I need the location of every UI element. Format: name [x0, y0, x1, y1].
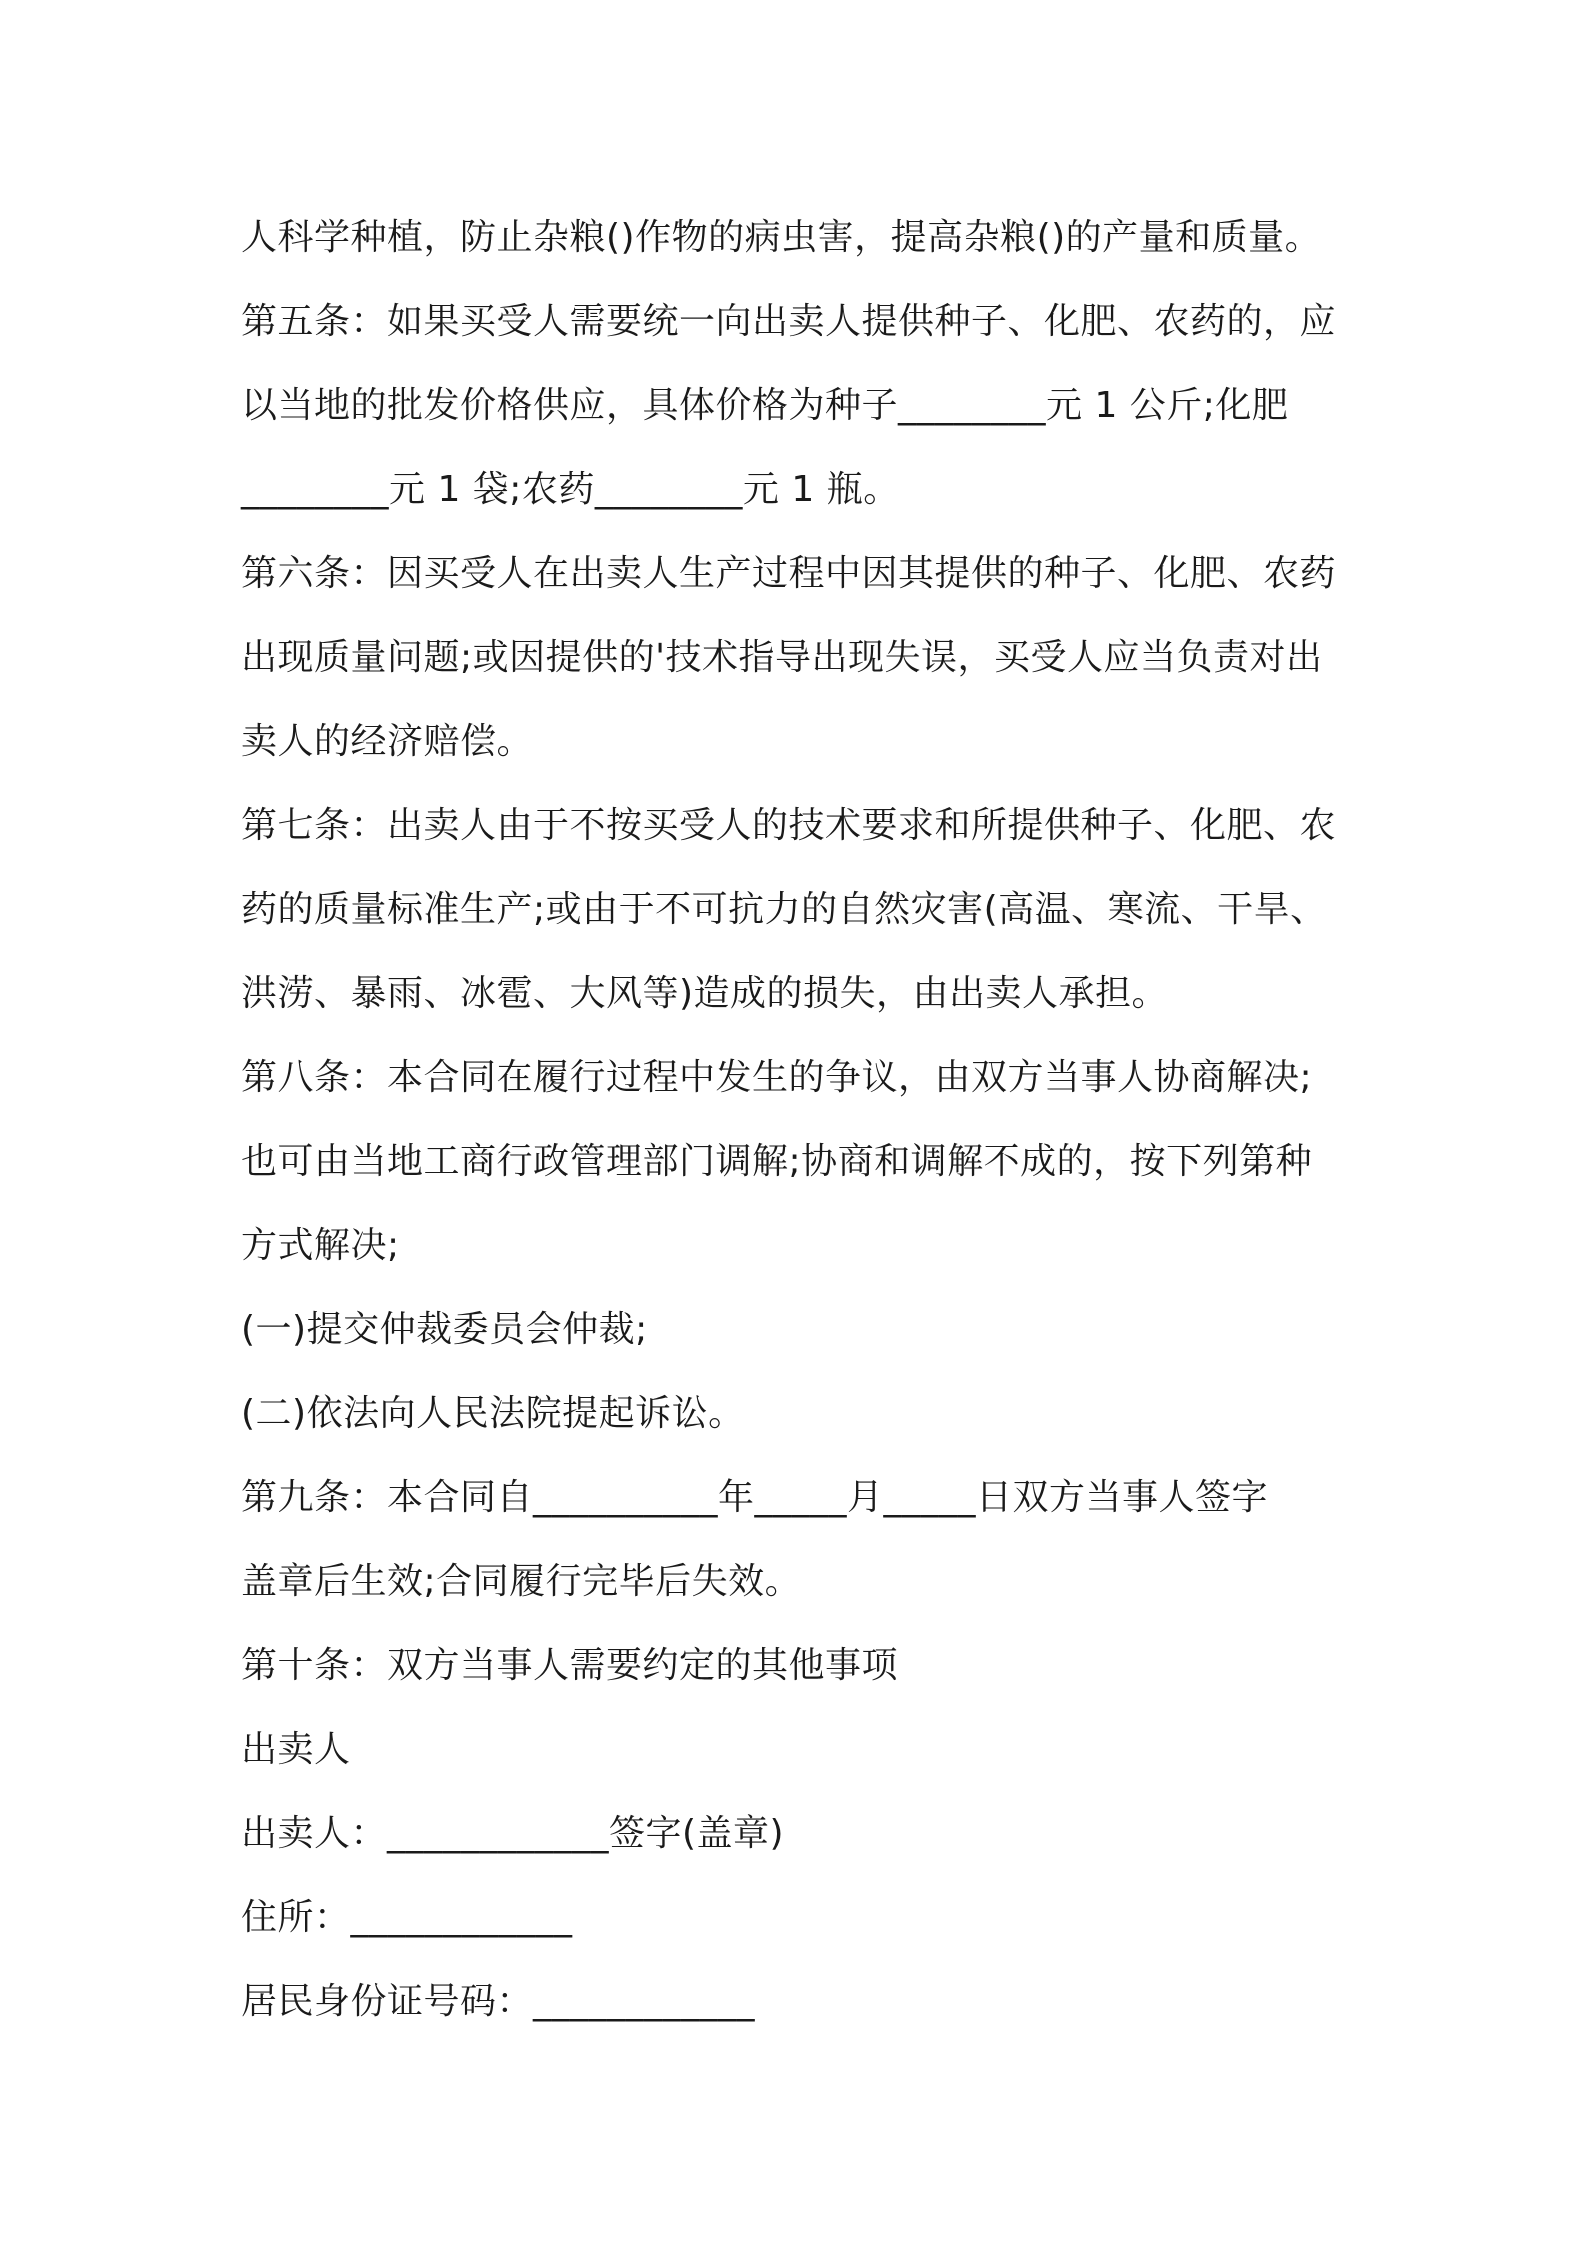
seller-id-number-line: 居民身份证号码：____________ [241, 1981, 756, 2022]
option-2: (二)依法向人民法院提起诉讼。 [241, 1393, 745, 1434]
article-7-line-3: 洪涝、暴雨、冰雹、大风等)造成的损失，由出卖人承担。 [241, 973, 1169, 1014]
option-1: (一)提交仲裁委员会仲裁; [241, 1309, 648, 1350]
seller-address-line: 住所：____________ [241, 1897, 573, 1938]
article-8-line-2: 也可由当地工商行政管理部门调解;协商和调解不成的，按下列第种 [241, 1141, 1313, 1182]
article-5-line-2: 以当地的批发价格供应，具体价格为种子________元 1 公斤;化肥 [241, 385, 1289, 426]
article-5-line-1: 第五条：如果买受人需要统一向出卖人提供种子、化肥、农药的，应 [241, 301, 1337, 342]
article-6-line-2: 出现质量问题;或因提供的'技术指导出现失误，买受人应当负责对出 [241, 637, 1323, 678]
article-7-line-2: 药的质量标准生产;或由于不可抗力的自然灾害(高温、寒流、干旱、 [241, 889, 1327, 930]
article-6-line-3: 卖人的经济赔偿。 [241, 721, 534, 762]
article-9-line-2: 盖章后生效;合同履行完毕后失效。 [241, 1561, 802, 1602]
article-7-line-1: 第七条：出卖人由于不按买受人的技术要求和所提供种子、化肥、农 [241, 805, 1337, 846]
seller-signature-line: 出卖人：____________签字(盖章) [241, 1813, 785, 1854]
article-8-line-3: 方式解决; [241, 1225, 400, 1266]
document-body [241, 196, 1361, 2044]
text-line-1: 人科学种植，防止杂粮()作物的病虫害，提高杂粮()的产量和质量。 [241, 217, 1322, 258]
seller-heading: 出卖人 [241, 1729, 351, 1770]
article-10: 第十条：双方当事人需要约定的其他事项 [241, 1645, 899, 1686]
article-5-line-3: ________元 1 袋;农药________元 1 瓶。 [241, 469, 900, 510]
article-6-line-1: 第六条：因买受人在出卖人生产过程中因其提供的种子、化肥、农药 [241, 553, 1337, 594]
article-9-line-1: 第九条：本合同自__________年_____月_____日双方当事人签字 [241, 1477, 1269, 1518]
article-8-line-1: 第八条：本合同在履行过程中发生的争议，由双方当事人协商解决; [241, 1057, 1313, 1098]
